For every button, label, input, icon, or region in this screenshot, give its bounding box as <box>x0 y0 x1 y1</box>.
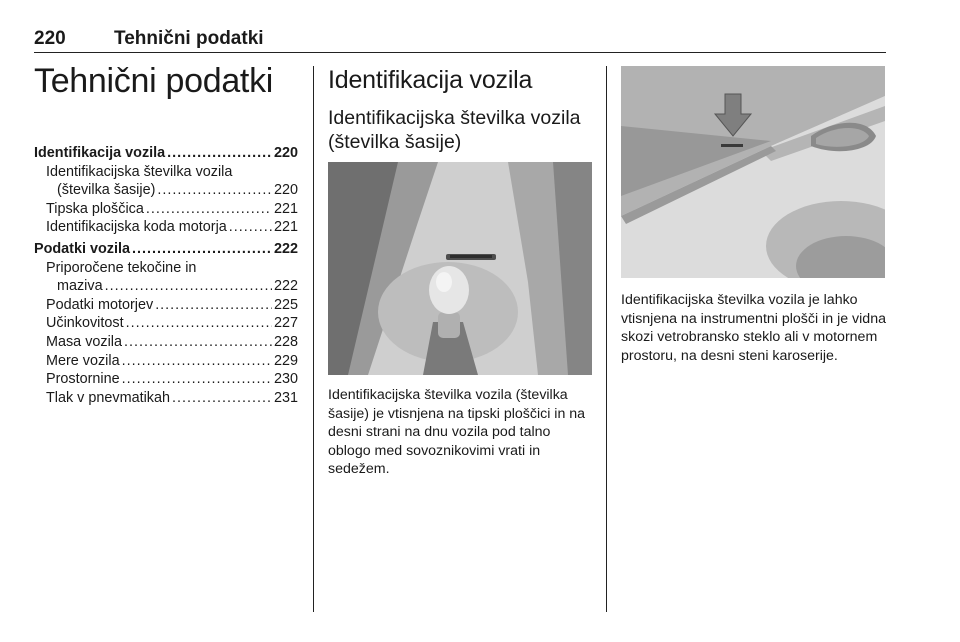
paragraph: Identifikacijska številka vozila je lahko vtisnjena na instrumentni plošči in je vidna skozi vetrobransko steklo ali v motornem prostoru, na desni steni karoserije. <box>621 292 886 364</box>
vin-plate-floor-illustration <box>328 162 592 375</box>
toc-entry-masa-vozila[interactable]: Masa vozila ..... 228 <box>34 333 298 352</box>
header-divider <box>34 52 886 53</box>
toc-entry-mere-vozila[interactable]: Mere vozila ..... 229 <box>34 352 298 371</box>
toc-entry-identifikacija-vozila[interactable]: Identifikacija vozila ..... 220 <box>34 144 298 163</box>
toc-entry-prostornine[interactable]: Prostornine ..... 230 <box>34 370 298 389</box>
vin-windscreen-illustration <box>621 66 885 278</box>
chapter-title: Tehnični podatki <box>34 62 274 100</box>
running-title: Tehnični podatki <box>114 28 264 49</box>
toc-entry-koda-motorja[interactable]: Identifikacijska koda motorja ..... 221 <box>34 218 298 237</box>
toc-entry-podatki-vozila[interactable]: Podatki vozila ..... 222 <box>34 240 298 259</box>
toc-entry-vin-continued[interactable]: (številka šasije) ..... 220 <box>34 181 298 200</box>
toc-entry-tipska-ploscica[interactable]: Tipska ploščica ..... 221 <box>34 200 298 219</box>
toc-entry-podatki-motorjev[interactable]: Podatki motorjev ..... 225 <box>34 296 298 315</box>
page-number: 220 <box>34 28 66 49</box>
table-of-contents <box>34 144 298 407</box>
toc-entry-tekocine-continued[interactable]: maziva ..... 222 <box>34 277 298 296</box>
toc-entry-vin[interactable]: Identifikacijska številka vozila <box>46 163 233 180</box>
column-divider <box>313 66 314 612</box>
toc-entry-tlak-v-pnevmatikah[interactable]: Tlak v pnevmatikah ..... 231 <box>34 389 298 408</box>
subsection-title: Identifikacijska številka vozila (številka šasije) <box>328 107 581 153</box>
column-divider <box>606 66 607 612</box>
paragraph: Identifikacijska številka vozila (številka šasije) je vtisnjena na tipski ploščici in na desni strani na dnu vozila pod talno oblogo med sovoznikovimi vrati in sedežem. <box>328 387 586 478</box>
page-header <box>34 28 886 52</box>
section-title: Identifikacija vozila <box>328 66 533 94</box>
toc-entry-ucinkovitost[interactable]: Učinkovitost ..... 227 <box>34 314 298 333</box>
toc-entry-tekocine[interactable]: Priporočene tekočine in <box>46 259 197 276</box>
